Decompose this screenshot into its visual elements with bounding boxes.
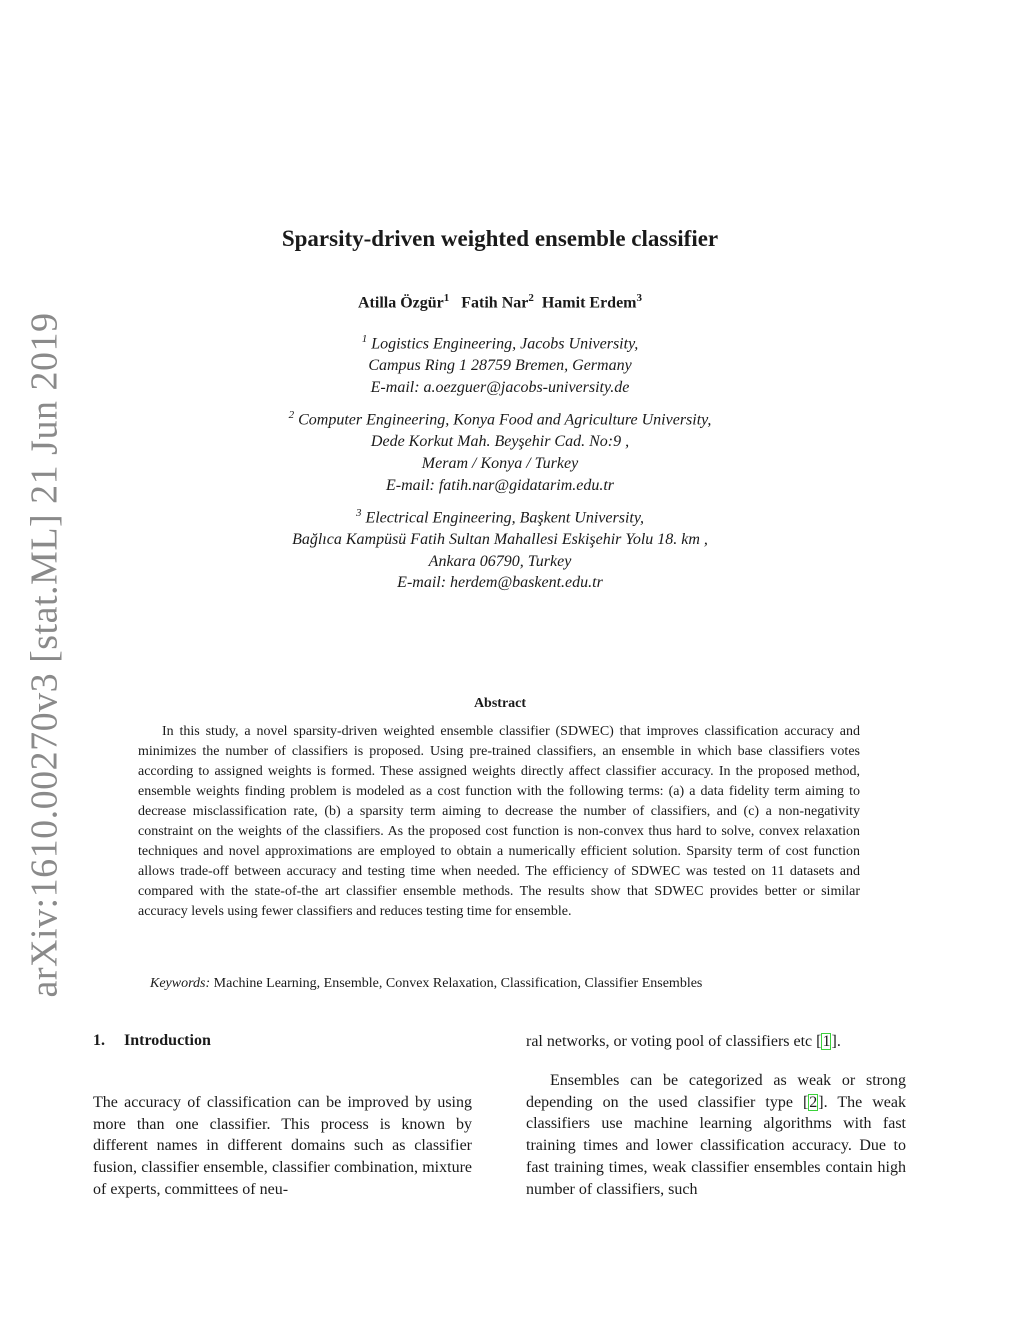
paper-title: Sparsity-driven weighted ensemble classifier	[281, 226, 719, 251]
keywords-label: Keywords:	[150, 976, 211, 991]
affiliation-3-email[interactable]: E-mail: herdem@baskent.edu.tr	[397, 574, 603, 591]
affiliation-line: Meram / Konya / Turkey	[421, 455, 579, 473]
abstract-text: In this study, a novel sparsity-driven weighted ensemble classifier (SDWEC) that improves classification accuracy and minimizes the number of classifiers is proposed. Using pre-trained classifiers, an ensemble in which base classifiers votes according to assigned weights is formed. These assigned weights directly affect classifier accuracy. In the proposed method, ensemble weights finding problem is modeled as a cost function with the following terms: (a) a data fidelity term aiming to decrease misclassification rate, (b) a sparsity term aiming to decrease the number of classifiers, and (c) a non-negativity constraint on the weights of the classifiers. As the proposed cost function is non-convex thus hard to solve, convex relaxation techniques and novel approximations are employed to obtain a numerically efficient solution. Sparsity term of cost function allows trade-off between accuracy and testing time when needed. The efficiency of SDWEC was tested on 11 datasets and compared with the state-of-the art classifier ensemble methods. The results show that SDWEC provides better or similar accuracy levels using fewer classifiers and reduces testing time for ensemble.	[138, 724, 860, 919]
affiliation-line: Bağlıca Kampüsü Fatih Sultan Mahallesi Eskişehir Yolu 18. km ,	[292, 531, 708, 549]
section-heading-introduction	[93, 1032, 211, 1050]
affiliation-line	[0, 328, 1000, 355]
affiliation-line: Campus Ring 1 28759 Bremen, Germany	[368, 357, 632, 375]
affiliation-text: Electrical Engineering, Başkent University,	[365, 509, 645, 527]
intro-right-paragraph-2: Ensembles can be categorized as weak or strong depending on the used classifier type [2]. The weak classifiers use machine learning algorithms with fast training times and lower classification accuracy. Due to fast training times, weak classifier ensembles contain high number of classifiers, such	[526, 1072, 906, 1198]
keywords-text: Machine Learning, Ensemble, Convex Relaxation, Classification, Classifier Ensembles	[213, 976, 703, 991]
affiliation-line	[0, 404, 1000, 431]
paragraph-text: .	[836, 1033, 841, 1050]
affiliation-line: Ankara 06790, Turkey	[428, 553, 572, 571]
affiliation-3	[0, 502, 1000, 573]
intro-left-paragraph: The accuracy of classification can be improved by using more than one classifier. This process is known by different names in different domains such as classifier fusion, classifier ensemble, classifier combination, mixture of experts, committees of neu-	[93, 1094, 472, 1198]
paragraph-text: Ensembles can be categorized as weak or strong depending on the used classifier type	[526, 1072, 906, 1111]
affiliation-text: Logistics Engineering, Jacobs University,	[371, 335, 639, 353]
affiliation-1	[0, 328, 1000, 377]
affiliation-mark: 3	[355, 507, 362, 519]
arxiv-identifier: arXiv:1610.00270v3 [stat.ML] 21 Jun 2019	[23, 312, 66, 998]
abstract-heading: Abstract	[473, 696, 527, 711]
affiliation-mark: 2	[288, 409, 295, 421]
author-name: Fatih Nar	[461, 294, 529, 312]
section-number: 1.	[93, 1032, 105, 1049]
affiliation-2	[0, 404, 1000, 475]
author-name: Hamit Erdem	[541, 294, 637, 312]
author-affiliation-mark: 2	[528, 292, 534, 304]
intro-right-paragraph-1: ral networks, or voting pool of classifiers etc [1].	[526, 1033, 841, 1050]
author-list	[0, 292, 1000, 312]
affiliation-text: Computer Engineering, Konya Food and Agriculture University,	[298, 411, 712, 429]
affiliation-1-email[interactable]: E-mail: a.oezguer@jacobs-university.de	[370, 379, 630, 396]
author-affiliation-mark: 3	[636, 292, 643, 304]
citation-link[interactable]: 1	[822, 1033, 831, 1050]
keywords	[150, 974, 870, 994]
affiliation-2-email[interactable]: E-mail: fatih.nar@gidatarim.edu.tr	[385, 477, 615, 494]
citation-link[interactable]: 2	[809, 1093, 818, 1111]
affiliation-line: Dede Korkut Mah. Beyşehir Cad. No:9 ,	[370, 433, 630, 451]
paragraph-text: ral networks, or voting pool of classifiers etc	[526, 1033, 817, 1050]
author-name: Atilla Özgür	[357, 294, 444, 312]
affiliation-mark: 1	[361, 333, 368, 345]
author-affiliation-mark: 1	[443, 292, 450, 304]
affiliation-line	[0, 502, 1000, 529]
section-title: Introduction	[124, 1032, 211, 1049]
paragraph-text: . The weak classifiers use machine learning algorithms with fast training times and lower classification accuracy. Due to fast training times, weak classifier ensembles contain high number of classifiers, such	[526, 1093, 906, 1198]
